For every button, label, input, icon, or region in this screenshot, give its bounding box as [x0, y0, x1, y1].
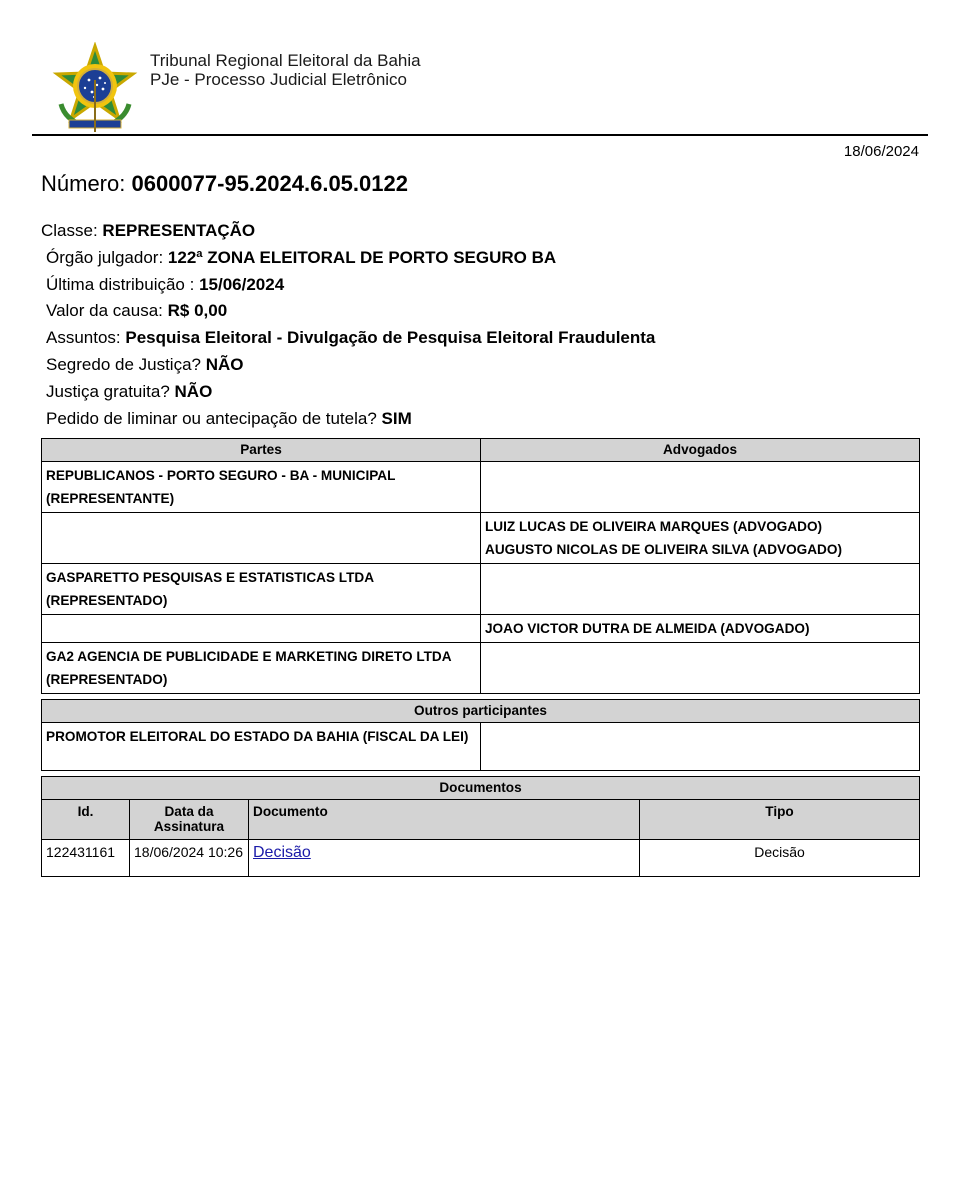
field-orgao	[41, 245, 655, 272]
parte-cell: REPUBLICANOS - PORTO SEGURO - BA - MUNICIPAL (REPRESENTANTE)	[42, 462, 481, 513]
parte-cell	[42, 615, 481, 643]
court-name: Tribunal Regional Eleitoral da Bahia	[150, 51, 421, 70]
field-value: NÃO	[174, 381, 213, 401]
process-number	[41, 171, 408, 197]
doc-type-cell: Decisão	[640, 840, 920, 877]
field-value: 122ª ZONA ELEITORAL DE PORTO SEGURO BA	[167, 247, 557, 267]
process-fields	[41, 218, 655, 432]
advogado-cell: JOAO VICTOR DUTRA DE ALMEIDA (ADVOGADO)	[481, 615, 920, 643]
process-number-label: Número:	[41, 171, 126, 196]
table-header-row	[42, 700, 920, 723]
parte-cell	[42, 513, 481, 564]
advogado-cell: LUIZ LUCAS DE OLIVEIRA MARQUES (ADVOGADO) AUGUSTO NICOLAS DE OLIVEIRA SILVA (ADVOGADO)	[481, 513, 920, 564]
field-value: R$ 0,00	[167, 301, 228, 321]
field-distribuicao	[41, 272, 655, 299]
table-header-row	[42, 777, 920, 800]
participante-cell: PROMOTOR ELEITORAL DO ESTADO DA BAHIA (FISCAL DA LEI)	[42, 723, 481, 771]
table-row	[42, 564, 920, 615]
field-value: NÃO	[205, 354, 244, 374]
document-header	[50, 40, 930, 135]
field-justica-gratuita	[41, 379, 655, 406]
advogados-header: Advogados	[481, 439, 920, 462]
field-label: Valor da causa:	[46, 301, 163, 321]
print-date: 18/06/2024	[843, 143, 919, 160]
system-name: PJe - Processo Judicial Eletrônico	[150, 70, 408, 89]
doc-id-cell: 122431161	[42, 840, 130, 877]
field-label: Classe:	[41, 221, 98, 240]
table-row	[42, 723, 920, 771]
field-label: Segredo de Justiça?	[46, 354, 201, 374]
table-row	[42, 643, 920, 694]
table-row	[42, 615, 920, 643]
doc-name-cell	[249, 840, 640, 877]
field-value: 15/06/2024	[199, 274, 285, 294]
documentos-header: Documentos	[42, 777, 920, 800]
col-id-header: Id.	[42, 800, 130, 840]
brazil-coat-of-arms-icon	[52, 42, 138, 134]
field-classe	[41, 218, 655, 245]
participante-extra-cell	[481, 723, 920, 771]
table-row	[42, 840, 920, 877]
advogado-cell	[481, 643, 920, 694]
outros-header: Outros participantes	[42, 700, 920, 723]
partes-header: Partes	[42, 439, 481, 462]
field-liminar	[41, 406, 655, 433]
field-label: Assuntos:	[46, 328, 121, 348]
advogado-cell	[481, 462, 920, 513]
header-divider	[32, 134, 928, 136]
field-assuntos	[41, 325, 655, 352]
table-row	[42, 513, 920, 564]
field-value: SIM	[381, 408, 412, 428]
doc-date-cell: 18/06/2024 10:26	[130, 840, 249, 877]
decisao-document-link[interactable]: Decisão	[253, 844, 311, 861]
field-label: Justiça gratuita?	[46, 381, 170, 401]
field-value: REPRESENTAÇÃO	[102, 221, 256, 240]
advogado-cell	[481, 564, 920, 615]
documentos-table	[41, 776, 920, 877]
field-value: Pesquisa Eleitoral - Divulgação de Pesquisa Eleitoral Fraudulenta	[125, 328, 656, 348]
col-documento-header: Documento	[249, 800, 640, 840]
field-segredo	[41, 352, 655, 379]
col-data-header: Data da Assinatura	[130, 800, 249, 840]
col-tipo-header: Tipo	[640, 800, 920, 840]
parte-cell: GA2 AGENCIA DE PUBLICIDADE E MARKETING DIRETO LTDA (REPRESENTADO)	[42, 643, 481, 694]
parte-cell: GASPARETTO PESQUISAS E ESTATISTICAS LTDA (REPRESENTADO)	[42, 564, 481, 615]
field-valor	[41, 298, 655, 325]
court-name-block	[150, 51, 421, 89]
outros-participantes-table	[41, 699, 920, 771]
field-label: Última distribuição :	[46, 274, 195, 294]
field-label: Pedido de liminar ou antecipação de tutela?	[46, 408, 377, 428]
process-number-value: 0600077-95.2024.6.05.0122	[131, 171, 408, 196]
table-column-header-row	[42, 800, 920, 840]
partes-table	[41, 438, 920, 694]
table-row	[42, 462, 920, 513]
table-header-row	[42, 439, 920, 462]
field-label: Órgão julgador:	[46, 247, 164, 267]
